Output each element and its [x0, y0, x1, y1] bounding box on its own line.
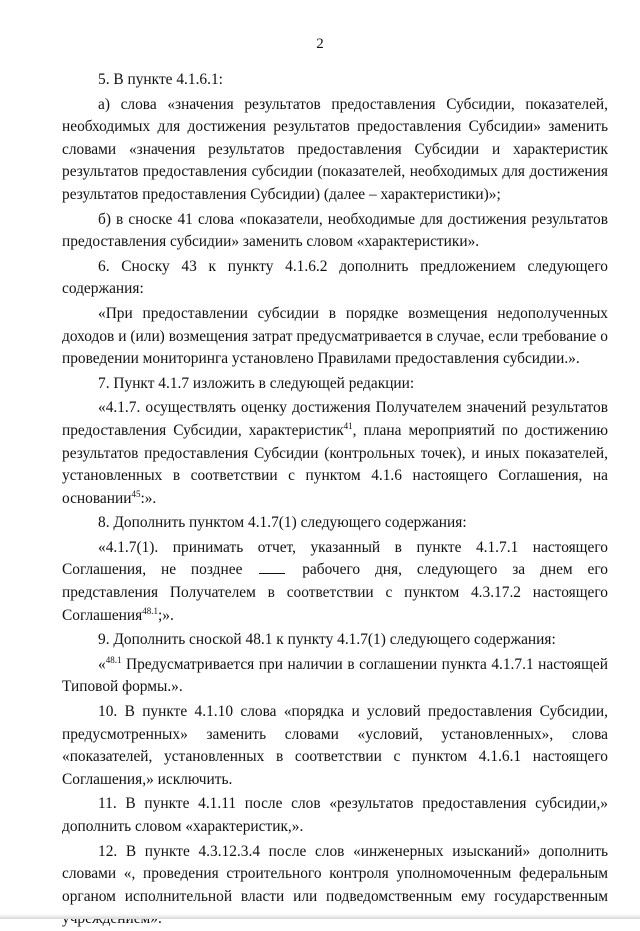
- paragraph-item-5a: а) слова «значения результатов предоставления Субсидии, показателей, необходимых для достижения результатов предоставления Субсидии» заменить словами «значения результатов предоставления Субсидии и характеристик результатов предоставления субсидии (показателей, необходимых для достижения результатов предоставления Субсидии) (далее – характеристики)»;: [62, 95, 608, 203]
- document-body: [62, 69, 608, 931]
- paragraph-item-7: 7. Пункт 4.1.7 изложить в следующей редакции:: [98, 374, 415, 392]
- paragraph-item-11: 11. В пункте 4.1.11 после слов «результатов предоставления субсидии,» дополнить словом «характеристик,».: [62, 795, 608, 835]
- page-bottom-edge: [0, 914, 640, 919]
- paragraph-item-5: 5. В пункте 4.1.6.1:: [98, 71, 223, 88]
- paragraph-item-9: 9. Дополнить сноской 48.1 к пункту 4.1.7(1) следующего содержания:: [98, 631, 556, 649]
- paragraph-item-10: 10. В пункте 4.1.10 слова «порядка и условий предоставления Субсидии, предусмотренных» заменить словами «условий, установленных», слова «показателей, установленных в соответствии с пунктом 4.1.6.1 настоящего Соглашения,» исключить.: [62, 703, 608, 788]
- text-run: :».: [140, 489, 157, 507]
- footnote-ref: 48.1: [142, 605, 158, 616]
- paragraph-item-8: 8. Дополнить пунктом 4.1.7(1) следующего содержания:: [98, 514, 467, 532]
- blank-line: [259, 561, 285, 574]
- text-run: Предусматривается при наличии в соглашении пункта 4.1.7.1 настоящей Типовой формы.».: [62, 655, 608, 696]
- paragraph-item-9-quote: [62, 654, 608, 699]
- paragraph-item-6-quote: «При предоставлении субсидии в порядке возмещения недополученных доходов и (или) возмещения затрат предусматривается в случае, если требование о проведении мониторинга установлено Правилами предоставления субсидии.».: [62, 304, 608, 368]
- text-run: рабочего дня, следующего за днем его представления Получателем в соответствии с пунктом 4.3.17.2 настоящего Соглашения: [62, 561, 608, 624]
- text-run: ;».: [158, 606, 174, 624]
- footnote-ref: 41: [343, 420, 353, 431]
- text-run: «4.1.7. осуществлять оценку достижения Получателем значений результатов предоставления Субсидии, характеристик: [62, 399, 608, 439]
- paragraph-item-12: 12. В пункте 4.3.12.3.4 после слов «инженерных изысканий» дополнить словами «, проведения строительного контроля уполномоченным федеральным органом исполнительной власти или подведомственным ему государственным: [62, 842, 608, 905]
- paragraph-item-6: 6. Сноску 43 к пункту 4.1.6.2 дополнить предложением следующего содержания:: [62, 257, 608, 298]
- footnote-ref: 45: [131, 488, 141, 499]
- text-run: «: [98, 655, 106, 673]
- paragraph-item-5b: б) в сноске 41 слова «показатели, необходимые для достижения результатов предоставления субсидии» заменить словом «характеристики».: [62, 210, 608, 251]
- text-run: «4.1.7(1). принимать отчет, указанный в пункте 4.1.7.1 настоящего Соглашения, не позднее: [62, 538, 608, 579]
- page-number: 2: [316, 36, 324, 52]
- footnote-ref: 48.1: [105, 654, 122, 665]
- paragraph-item-8-quote: [62, 537, 608, 627]
- text-run: , плана мероприятий по достижению результатов предоставления Субсидии (контрольных точек), и иных показателей, установленных в соответствии с пунктом 4.1.6 настоящего Соглашения, на основании: [62, 421, 608, 507]
- paragraph-item-7-quote: [62, 397, 608, 510]
